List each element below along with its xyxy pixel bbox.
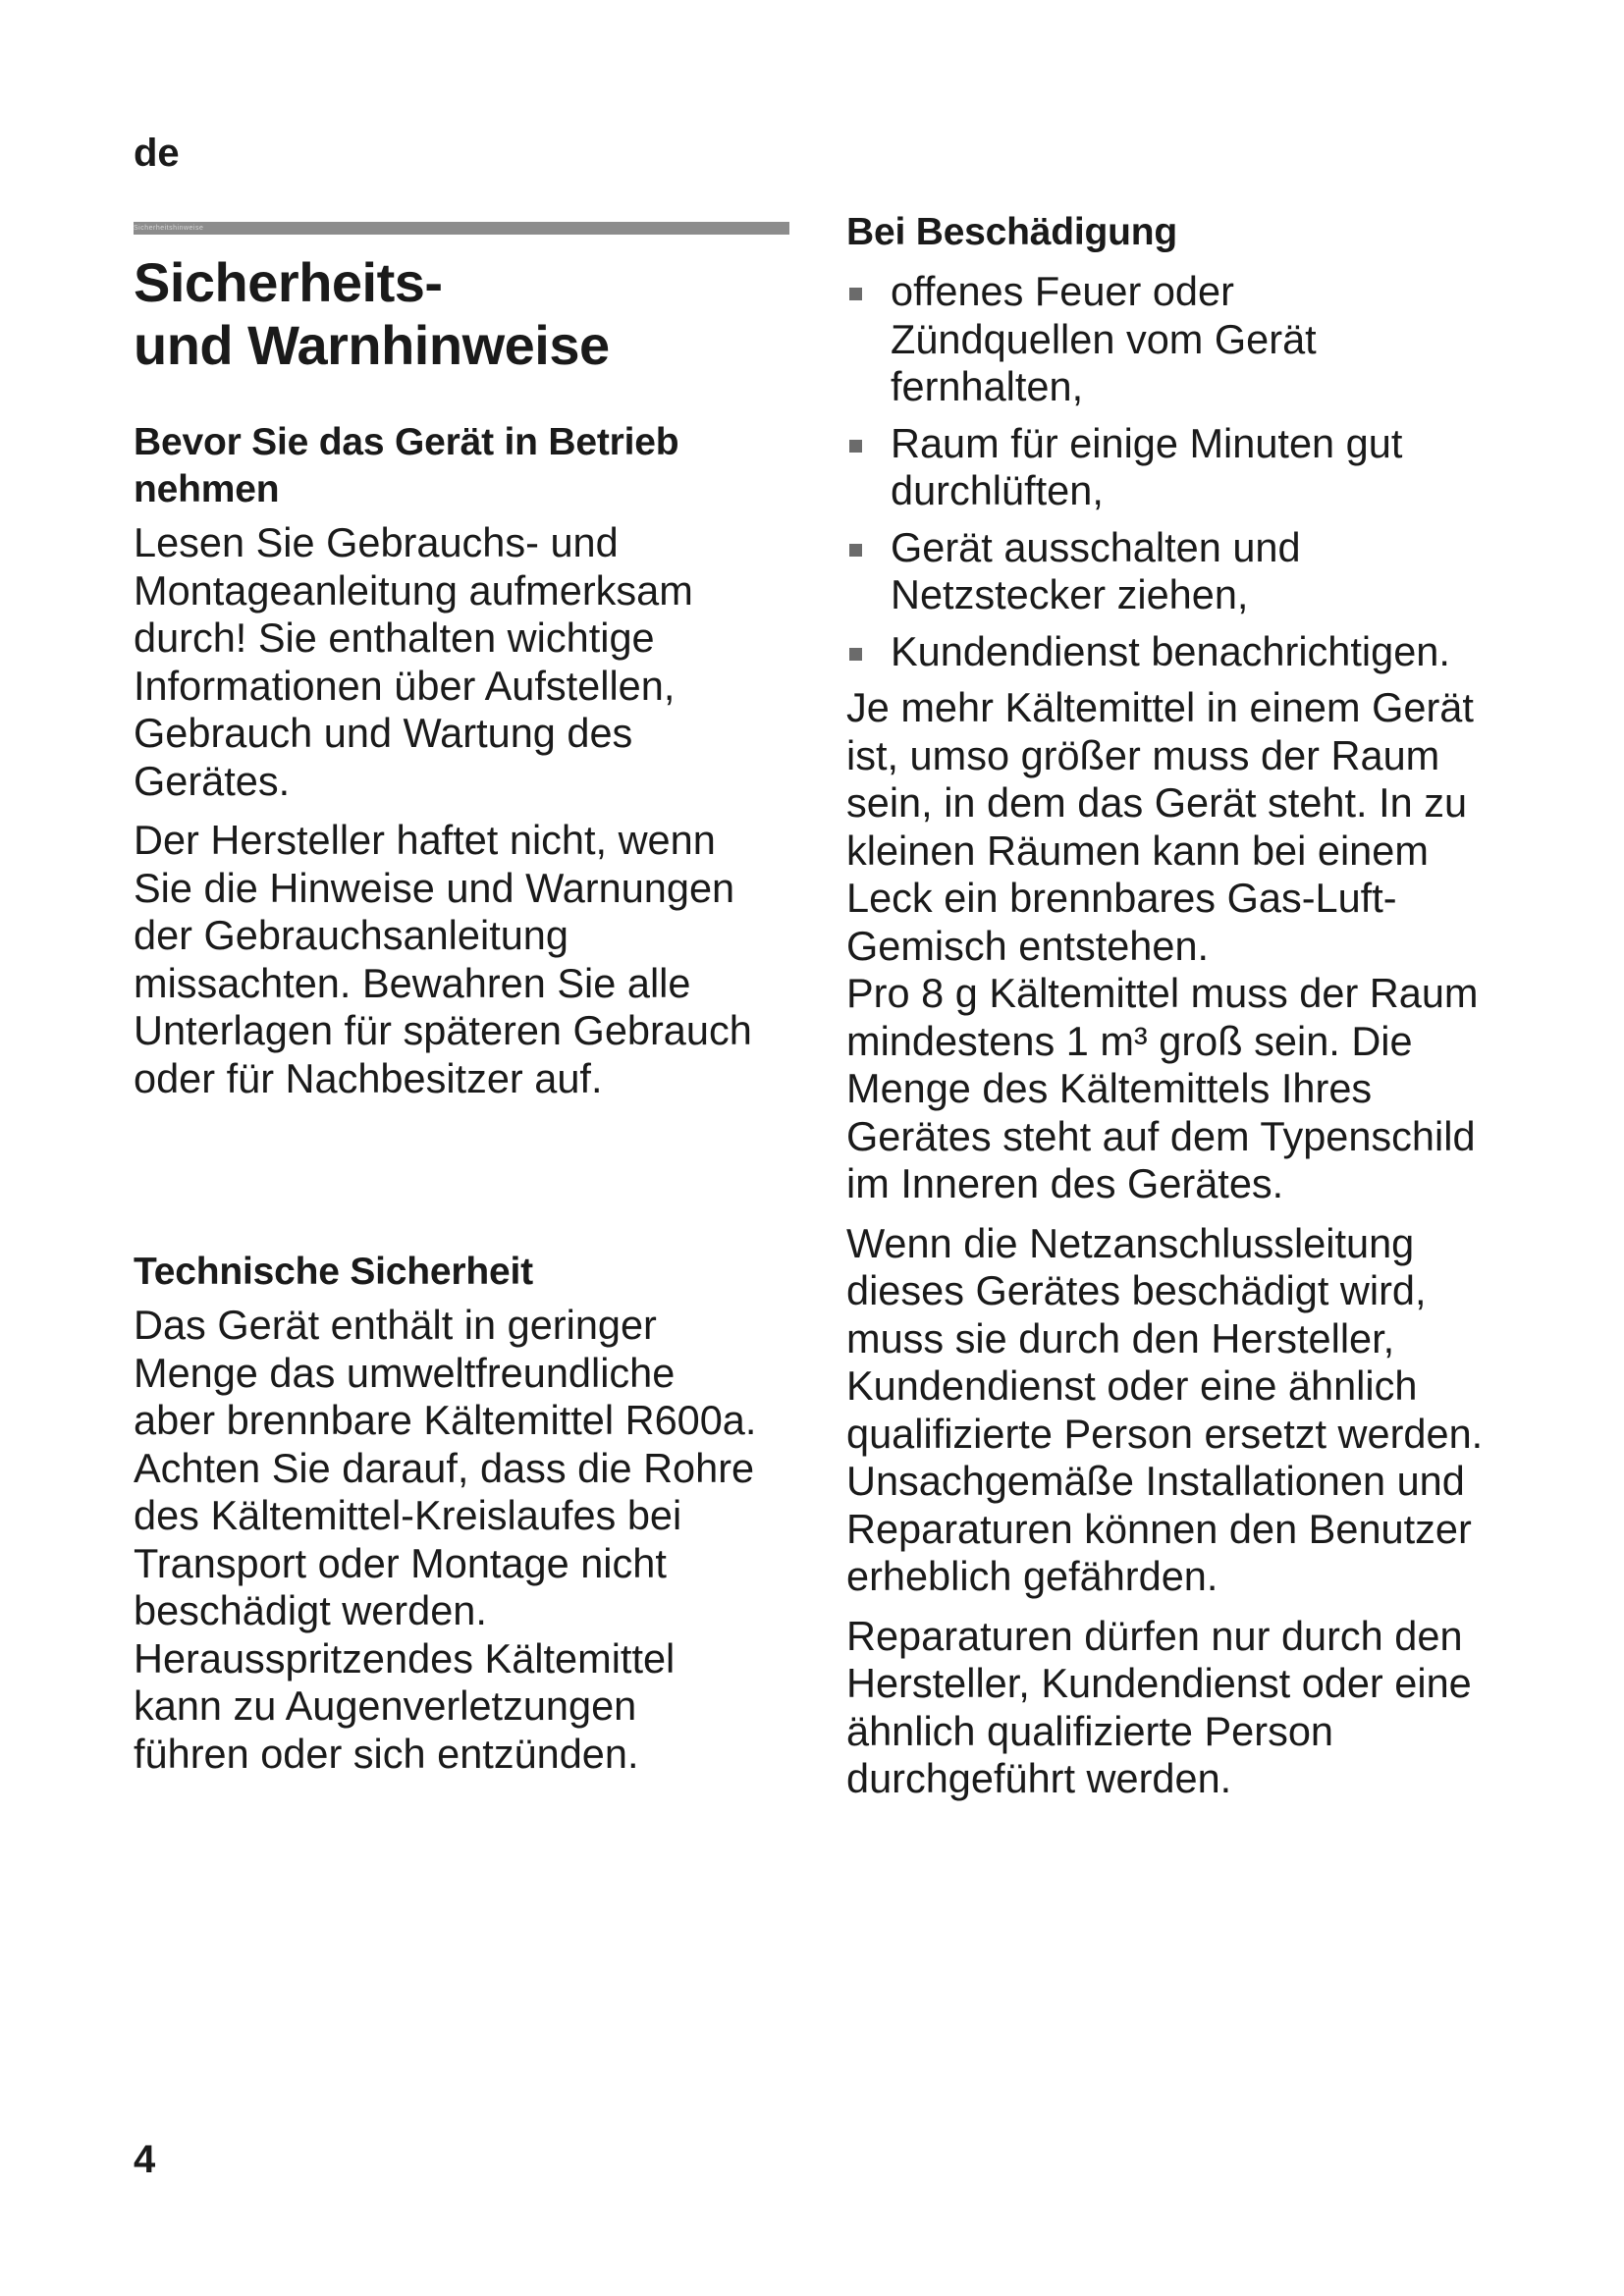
section-heading-technical-safety: Technische Sicherheit bbox=[134, 1251, 533, 1293]
paragraph-room-size: Je mehr Kältemittel in einem Gerät ist, umso größer muss der Raum sein, in dem das Gerät steht. In zu kleinen Räumen kann bei einem Leck ein brennbares Gas-Luft-Gemisch entstehen. bbox=[846, 684, 1474, 969]
bullet-square-icon bbox=[849, 440, 862, 453]
paragraph-repairs: Reparaturen dürfen nur durch den Hersteller, Kundendienst oder eine ähnlich qualifizierte Person durchgeführt werden. bbox=[846, 1612, 1472, 1801]
list-item: Kundendienst benachrichtigen. bbox=[846, 628, 1455, 676]
damage-bullet-list bbox=[846, 268, 1455, 675]
section-heading-damage: Bei Beschädigung bbox=[846, 211, 1178, 253]
section-technical-safety bbox=[134, 1249, 791, 1778]
page-title bbox=[134, 251, 610, 377]
bullet-square-icon bbox=[849, 544, 862, 557]
paragraph-manufacturer-liability: Der Hersteller haftet nicht, wenn Sie die Hinweise und Warnungen der Gebrauchsanleitung missachten. Bewahren Sie alle Unterlagen für späteren Gebrauch oder für Nachbesitzer auf. bbox=[134, 817, 752, 1101]
list-item: Gerät ausschalten und Netzstecker ziehen, bbox=[846, 524, 1455, 619]
section-in-case-of-damage bbox=[846, 209, 1534, 1803]
language-code: de bbox=[134, 132, 180, 175]
section-heading-before-operation: Bevor Sie das Gerät in Betrieb nehmen bbox=[134, 421, 679, 510]
page-number: 4 bbox=[134, 2138, 156, 2181]
section-rule-label: Sicherheitshinweise bbox=[134, 225, 204, 232]
bullet-square-icon bbox=[849, 288, 862, 300]
section-before-operation bbox=[134, 419, 791, 1102]
paragraph-refrigerant-amount: Pro 8 g Kältemittel muss der Raum mindestens 1 m³ groß sein. Die Menge des Kältemittels Ihres Gerätes steht auf dem Typenschild im Inneren des Gerätes. bbox=[846, 970, 1479, 1206]
list-item: Raum für einige Minuten gut durchlüften, bbox=[846, 420, 1455, 515]
bullet-square-icon bbox=[849, 648, 862, 661]
paragraph-power-cord: Wenn die Netzanschlussleitung dieses Gerätes beschädigt wird, muss sie durch den Hersteller, Kundendienst oder eine ähnlich qualifizierte Person ersetzt werden. Unsachgemäße Installationen und Reparaturen können den Benutzer erheblich gefährden. bbox=[846, 1219, 1484, 1599]
paragraph-read-instructions: Lesen Sie Gebrauchs- und Montageanleitung aufmerksam durch! Sie enthalten wichtige Informationen über Aufstellen, Gebrauch und Wartung des Gerätes. bbox=[134, 519, 693, 804]
paragraph-refrigerant-info: Das Gerät enthält in geringer Menge das umweltfreundliche aber brennbare Kältemittel R600a. Achten Sie darauf, dass die Rohre des Kältemittel-Kreislaufes bei Transport oder Montage nicht beschädigt werden. Herausspritzendes Kältemittel kann zu Augenverletzungen führen oder sich entzünden. bbox=[134, 1302, 757, 1777]
page-title-line-2: und Warnhinweise bbox=[134, 314, 610, 376]
section-rule bbox=[134, 222, 789, 235]
page-title-line-1: Sicherheits- bbox=[134, 251, 443, 313]
list-item: offenes Feuer oder Zündquellen vom Gerät fernhalten, bbox=[846, 268, 1455, 411]
